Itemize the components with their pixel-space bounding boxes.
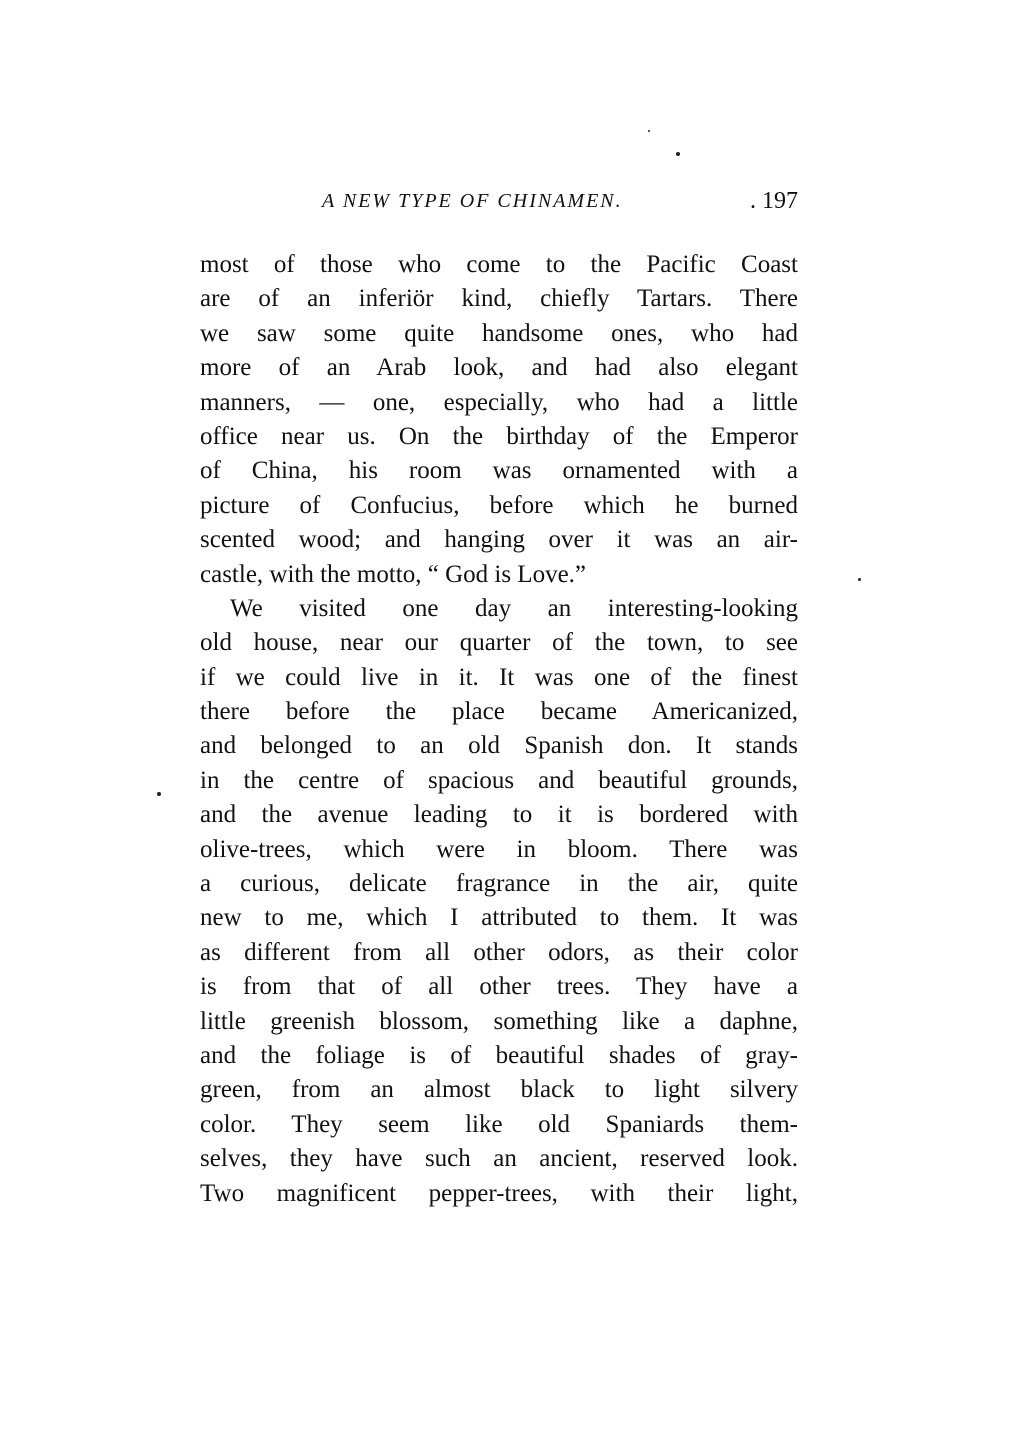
text-line: green, from an almost black to light silvery bbox=[200, 1076, 798, 1104]
scan-speck bbox=[858, 578, 861, 581]
text-line: castle, with the motto, “ God is Love.” bbox=[200, 560, 587, 588]
text-line: We visited one day an interesting-looking bbox=[230, 594, 798, 622]
scan-speck bbox=[157, 792, 161, 796]
scan-speck bbox=[648, 130, 650, 132]
text-line: little greenish blossom, something like a daphne, bbox=[200, 1007, 798, 1035]
text-line: and the foliage is of beautiful shades of gray- bbox=[200, 1041, 798, 1069]
body-text bbox=[200, 248, 798, 1211]
text-line: Two magnificent pepper-trees, with their light, bbox=[200, 1179, 798, 1207]
text-line: manners, — one, especially, who had a little bbox=[200, 388, 798, 416]
text-line: and belonged to an old Spanish don. It stands bbox=[200, 732, 798, 760]
text-line: as different from all other odors, as their color bbox=[200, 938, 798, 966]
text-line: are of an inferiör kind, chiefly Tartars. There bbox=[200, 285, 798, 313]
text-line: scented wood; and hanging over it was an air- bbox=[200, 526, 798, 554]
page-number: . 197 bbox=[750, 188, 798, 214]
text-line: color. They seem like old Spaniards them- bbox=[200, 1110, 798, 1138]
text-line: office near us. On the birthday of the Emperor bbox=[200, 422, 798, 450]
text-line: in the centre of spacious and beautiful grounds, bbox=[200, 766, 798, 794]
text-line: picture of Confucius, before which he burned bbox=[200, 491, 798, 519]
text-line: is from that of all other trees. They have a bbox=[200, 973, 798, 1001]
scan-speck bbox=[676, 152, 680, 156]
text-line: old house, near our quarter of the town, to see bbox=[200, 629, 798, 657]
running-title: A NEW TYPE OF CHINAMEN. bbox=[322, 190, 623, 212]
text-line: there before the place became Americanized, bbox=[200, 698, 798, 726]
text-line: a curious, delicate fragrance in the air, quite bbox=[200, 870, 798, 898]
text-line: new to me, which I attributed to them. It was bbox=[200, 904, 798, 932]
text-line: olive-trees, which were in bloom. There was bbox=[200, 835, 798, 863]
text-line: selves, they have such an ancient, reserved look. bbox=[200, 1145, 798, 1173]
text-line: more of an Arab look, and had also elegant bbox=[200, 354, 798, 382]
text-line: and the avenue leading to it is bordered with bbox=[200, 801, 798, 829]
text-line: most of those who come to the Pacific Coast bbox=[200, 251, 798, 278]
page-header bbox=[200, 190, 798, 224]
text-line: we saw some quite handsome ones, who had bbox=[200, 319, 798, 347]
text-line: if we could live in it. It was one of the finest bbox=[200, 663, 798, 691]
text-line: of China, his room was ornamented with a bbox=[200, 457, 798, 485]
